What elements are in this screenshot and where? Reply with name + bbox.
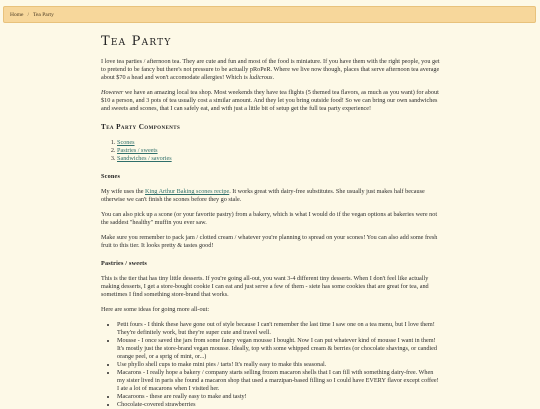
intro-paragraph-1 bbox=[101, 58, 441, 82]
components-link-scones[interactable]: Scones bbox=[117, 139, 135, 146]
list-item: • Chocolate-covered strawberries bbox=[117, 401, 441, 409]
list-item: • Macarons - I really hope a bakery / company starts selling frozen macaron shells that I can fill with something dairy-free. When my sister lived in paris she found a macaron shop that used a marzipan-based filling so I could have EVERY flavor except coffee! I ate a lot of macarons when I visited her. bbox=[117, 369, 441, 393]
pastries-paragraph-1: This is the tier that has tiny little desserts. If you're going all-out, you want 3-4 different tiny desserts. When I don't feel like actually making desserts, I get a store-bought cookie I can eat and just serve a few of them - siete has some cookies that are great for tea, and sometimes I find something store-brand that works. bbox=[101, 275, 429, 298]
breadcrumb-home-link[interactable]: Home bbox=[10, 11, 24, 18]
scones-p1-post: . It works great with dairy-free substitutes. She usually just makes half because otherwise we can't finish the scones before they go stale. bbox=[101, 188, 425, 203]
components-link-sandwiches[interactable]: Sandwiches / savories bbox=[117, 155, 172, 162]
breadcrumb-separator: / bbox=[27, 11, 29, 18]
intro-p2-text: we have an amazing local tea shop. Most weekends they have tea flights (5 themed tea flavors, as much as you want) for about $10 a person, and 3 pots of tea usually cost a similar amount. And they let you bring outside food! So we can bring our own sandwiches and sweets and scones, that I can safely eat, and with just a little bit of setup get the full tea party experience! bbox=[101, 89, 439, 112]
list-item: • Mousse - I once saved the jars from some fancy vegan mousse I bought. Now I can put whatever kind of mousse I want in them! It's mostly just the store-brand vegan mousse. Ideally, top with some whipped cream & berries (or chocolate shavings, or candied orange peel, or a sprig of mint, or...) bbox=[117, 337, 441, 361]
components-item bbox=[117, 139, 441, 147]
pastries-paragraph-2: Here are some ideas for going more all-out: bbox=[101, 306, 210, 313]
scones-paragraph-2: You can also pick up a scone (or your favorite pastry) from a bakery, which is what I would do if the vegan options at bakeries were not the saddest "healthy" muffin you ever saw. bbox=[101, 211, 438, 226]
pastry-ideas-list bbox=[101, 321, 441, 409]
breadcrumb bbox=[3, 6, 536, 23]
intro-paragraph-2 bbox=[101, 89, 441, 113]
list-item: • Use phyllo shell cups to make mini pies / tarts! It's really easy to make this seasonal. bbox=[117, 361, 441, 369]
list-item: • Petit fours - I think these have gone out of style because I can't remember the last time I saw one on a tea menu, but I love them! They're definitely work, but they're super cute and travel well. bbox=[117, 321, 441, 337]
intro-p2-emphasis: However bbox=[101, 89, 124, 96]
components-link-pastries[interactable]: Pastries / sweets bbox=[117, 147, 158, 154]
components-item bbox=[117, 147, 441, 155]
list-item: • Macaroons - these are really easy to make and tasty! bbox=[117, 393, 441, 401]
scones-heading: Scones bbox=[101, 173, 121, 180]
top-bar bbox=[0, 0, 540, 28]
intro-p1-end: . bbox=[272, 74, 275, 81]
scones-paragraph-1 bbox=[101, 188, 441, 204]
components-heading: Tea Party Components bbox=[101, 123, 181, 131]
scones-paragraph-3: Make sure you remember to pack jam / clotted cream / whatever you're planning to spread on your scones! You can also add some fresh fruit to this tier. It looks pretty & tastes good! bbox=[101, 234, 438, 249]
intro-p1-emphasis: ludicrous bbox=[249, 74, 273, 81]
page-title: Tea Party bbox=[101, 34, 172, 49]
king-arthur-recipe-link[interactable]: King Arthur Baking scones recipe bbox=[145, 188, 230, 195]
components-item bbox=[117, 155, 441, 163]
components-list bbox=[101, 139, 441, 163]
pastries-heading: Pastries / sweets bbox=[101, 260, 148, 267]
intro-p1-text: I love tea parties / afternoon tea. They are cute and fun and most of the food is miniature. If you have them with the right people, you get to pretend to be fancy but there's not pressure to be actually pRoPeR. Where we live now though, places that serve afternoon tea average about $70 a head and won't accomodate allergies! Which is bbox=[101, 58, 440, 81]
breadcrumb-current: Tea Party bbox=[32, 11, 54, 18]
scones-p1-pre: My wife uses the bbox=[101, 188, 145, 195]
article bbox=[101, 34, 441, 409]
